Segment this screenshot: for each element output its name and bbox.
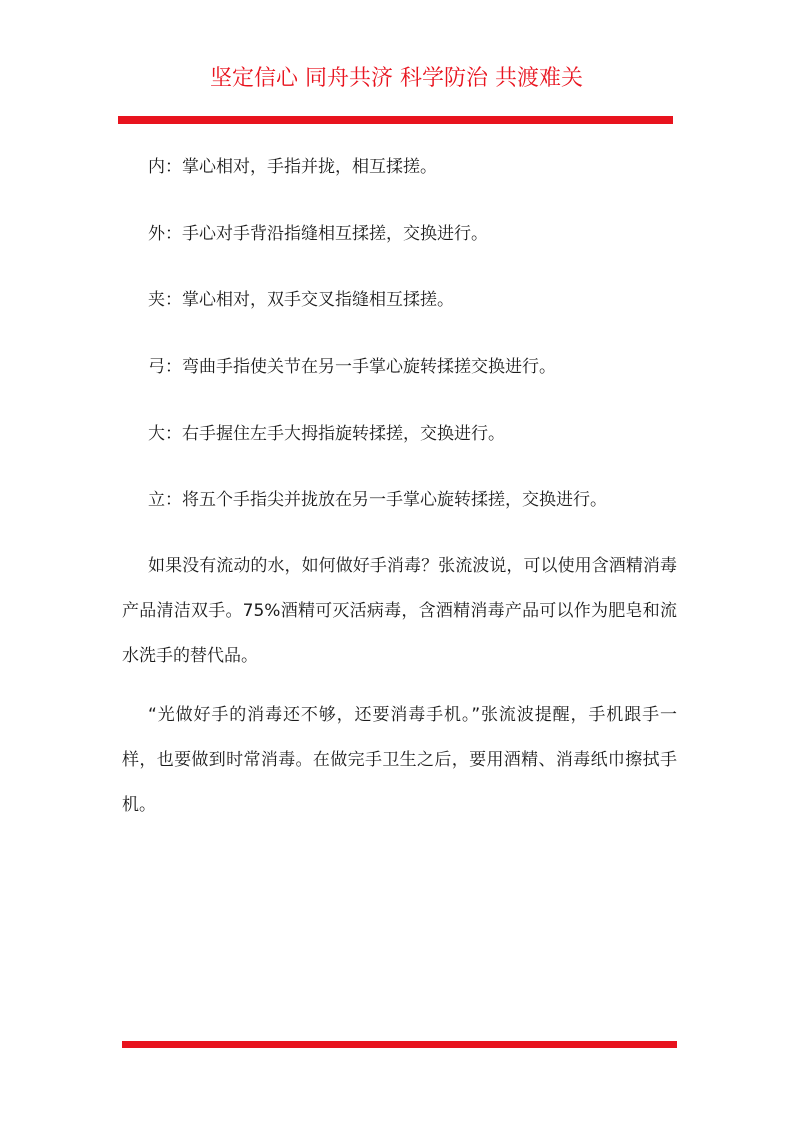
- step-line-inner: 内：掌心相对，手指并拢，相互揉搓。: [148, 157, 437, 177]
- step-line-outer: 外：手心对手背沿指缝相互揉搓，交换进行。: [148, 224, 488, 244]
- step-line-bow: 弓：弯曲手指使关节在另一手掌心旋转揉搓交换进行。: [148, 357, 556, 377]
- step-line-thumb: 大：右手握住左手大拇指旋转揉搓，交换进行。: [148, 424, 505, 444]
- footer-divider: [122, 1041, 677, 1048]
- step-line-stand: 立：将五个手指尖并拢放在另一手掌心旋转揉搓，交换进行。: [148, 490, 607, 510]
- step-line-clip: 夹：掌心相对，双手交叉指缝相互揉搓。: [148, 290, 454, 310]
- header-divider: [118, 116, 673, 124]
- page-header-title: 坚定信心 同舟共济 科学防治 共渡难关: [210, 66, 583, 91]
- paragraph-alcohol-disinfection: 如果没有流动的水，如何做好手消毒？张流波说，可以使用含酒精消毒产品清洁双手。75%酒精可灭活病毒，含酒精消毒产品可以作为肥皂和流水洗手的替代品。: [122, 556, 677, 666]
- paragraph-phone-disinfection: “光做好手的消毒还不够，还要消毒手机。”张流波提醒，手机跟手一样，也要做到时常消毒。在做完手卫生之后，要用酒精、消毒纸巾擦拭手机。: [122, 705, 677, 815]
